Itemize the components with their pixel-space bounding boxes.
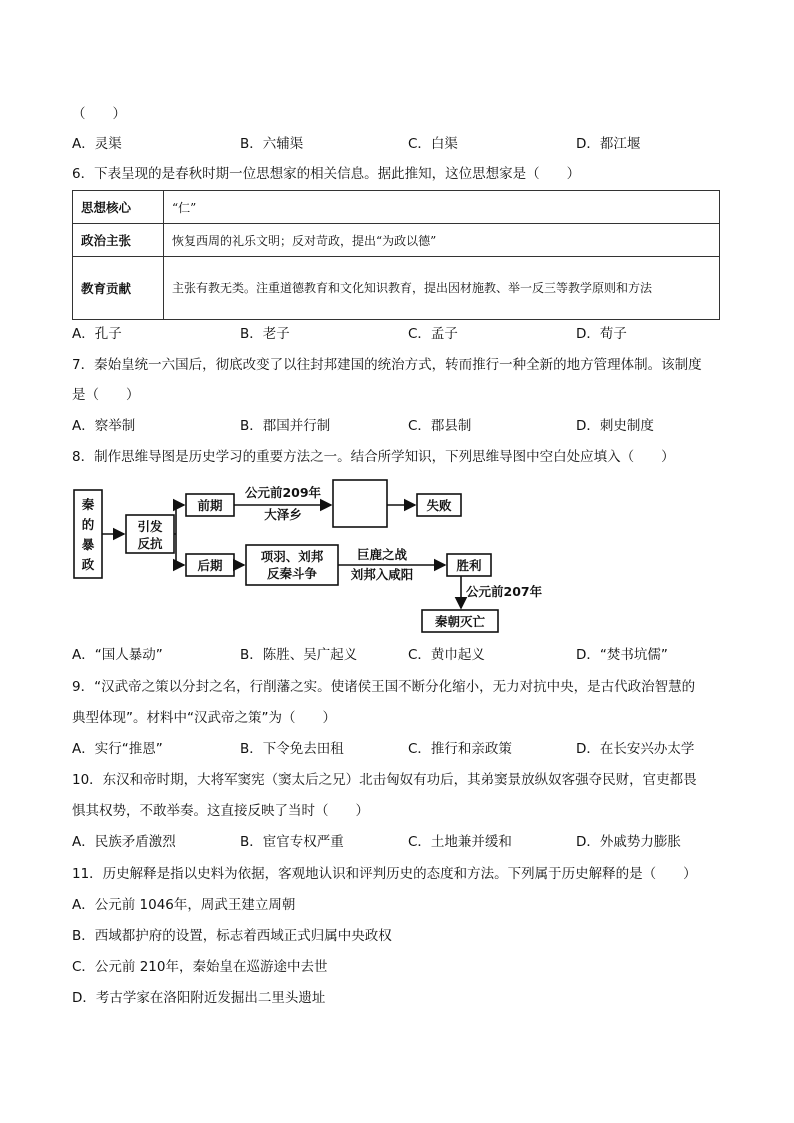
map-final-year: 公元前207年	[466, 584, 543, 599]
q11-option-a[interactable]: A．公元前 1046年，周武王建立周朝	[72, 897, 296, 913]
table-head-cell: 政治主张	[73, 224, 164, 257]
q8-option-b[interactable]: B．陈胜、吴广起义	[240, 647, 358, 663]
table-row	[73, 257, 720, 320]
q11-option-c[interactable]: C．公元前 210年，秦始皇在巡游途中去世	[72, 959, 328, 975]
map-root-char: 秦	[81, 497, 95, 512]
map-late-event-line1: 项羽、刘邦	[260, 549, 324, 564]
table-body-cell: “仁”	[164, 191, 720, 224]
q9-option-a[interactable]: A．实行“推恩”	[72, 741, 163, 757]
q10-option-d[interactable]: D．外戚势力膨胀	[576, 834, 681, 850]
map-root-char: 的	[81, 517, 95, 532]
q5-stem-tail: （ ）	[72, 106, 126, 122]
map-root-char: 政	[81, 557, 95, 572]
q7-stem-line2: 是（ ）	[72, 387, 140, 403]
q7-stem-line1: 7．秦始皇统一六国后，彻底改变了以往封邦建国的统治方式，转而推行一种全新的地方管理体制。该制度	[72, 357, 702, 373]
table-head-cell: 思想核心	[73, 191, 164, 224]
q6-option-a[interactable]: A．孔子	[72, 326, 122, 342]
q6-option-b[interactable]: B．老子	[240, 326, 290, 342]
table-row	[73, 224, 720, 257]
q11-option-d[interactable]: D．考古学家在洛阳附近发掘出二里头遗址	[72, 990, 326, 1006]
map-end-label: 秦朝灭亡	[434, 614, 486, 629]
map-victory-label: 胜利	[456, 558, 482, 573]
q6-stem: 6．下表呈现的是春秋时期一位思想家的相关信息。据此推知，这位思想家是（ ）	[72, 166, 581, 182]
q8-option-a[interactable]: A．“国人暴动”	[72, 647, 163, 663]
q9-option-b[interactable]: B．下令免去田租	[240, 741, 344, 757]
q10-stem-line2: 惧其权势，不敢举奏。这直接反映了当时（ ）	[72, 803, 369, 819]
q6-info-table	[72, 190, 720, 320]
map-blank-box	[333, 480, 387, 527]
q8-mind-map	[72, 475, 562, 635]
table-body-cell: 主张有教无类。注重道德教育和文化知识教育，提出因材施教、举一反三等教学原则和方法	[164, 257, 720, 320]
q7-option-a[interactable]: A．察举制	[72, 418, 136, 434]
q10-option-a[interactable]: A．民族矛盾激烈	[72, 834, 176, 850]
q8-option-c[interactable]: C．黄巾起义	[408, 647, 485, 663]
map-late-event-line2: 反秦斗争	[266, 566, 318, 581]
table-body-cell: 恢复西周的礼乐文明；反对苛政，提出“为政以德”	[164, 224, 720, 257]
map-early-label: 前期	[197, 498, 223, 513]
q9-stem-line1: 9．“汉武帝之策以分封之名，行削藩之实。使诸侯王国不断分化缩小，无力对抗中央，是古代政治智慧的	[72, 679, 696, 695]
q9-option-c[interactable]: C．推行和亲政策	[408, 741, 512, 757]
map-early-year: 公元前209年	[244, 485, 322, 500]
q6-option-c[interactable]: C．孟子	[408, 326, 458, 342]
q9-option-d[interactable]: D．在长安兴办太学	[576, 741, 695, 757]
q5-option-d[interactable]: D．都江堰	[576, 136, 641, 152]
q11-option-b[interactable]: B．西域都护府的设置，标志着西域正式归属中央政权	[72, 928, 392, 944]
q8-stem: 8．制作思维导图是历史学习的重要方法之一。结合所学知识，下列思维导图中空白处应填入（ ）	[72, 449, 675, 465]
q7-option-d[interactable]: D．刺史制度	[576, 418, 654, 434]
q10-stem-line1: 10．东汉和帝时期，大将军窦宪（窦太后之兄）北击匈奴有功后，其弟窦景放纵奴客强夺民财，官吏都畏	[72, 772, 697, 788]
q5-option-a[interactable]: A．灵渠	[72, 136, 122, 152]
map-cause-line1: 引发	[137, 519, 163, 534]
map-late-label: 后期	[197, 558, 223, 573]
map-root-char: 暴	[81, 537, 95, 552]
q6-option-d[interactable]: D．荀子	[576, 326, 627, 342]
map-early-place: 大泽乡	[264, 507, 302, 522]
q7-option-c[interactable]: C．郡县制	[408, 418, 472, 434]
map-fail-label: 失败	[426, 498, 452, 513]
q9-stem-line2: 典型体现”。材料中“汉武帝之策”为（ ）	[72, 710, 336, 726]
map-enter-label: 刘邦入咸阳	[350, 567, 414, 582]
q5-option-b[interactable]: B．六辅渠	[240, 136, 304, 152]
q8-option-d[interactable]: D．“焚书坑儒”	[576, 647, 668, 663]
map-battle-label: 巨鹿之战	[356, 547, 408, 562]
q10-option-c[interactable]: C．土地兼并缓和	[408, 834, 512, 850]
map-cause-line2: 反抗	[137, 536, 163, 551]
table-head-cell: 教育贡献	[73, 257, 164, 320]
table-row	[73, 191, 720, 224]
q5-option-c[interactable]: C．白渠	[408, 136, 458, 152]
q7-option-b[interactable]: B．郡国并行制	[240, 418, 331, 434]
q11-stem: 11．历史解释是指以史料为依据，客观地认识和评判历史的态度和方法。下列属于历史解释的是（ ）	[72, 866, 697, 882]
q10-option-b[interactable]: B．宦官专权严重	[240, 834, 344, 850]
